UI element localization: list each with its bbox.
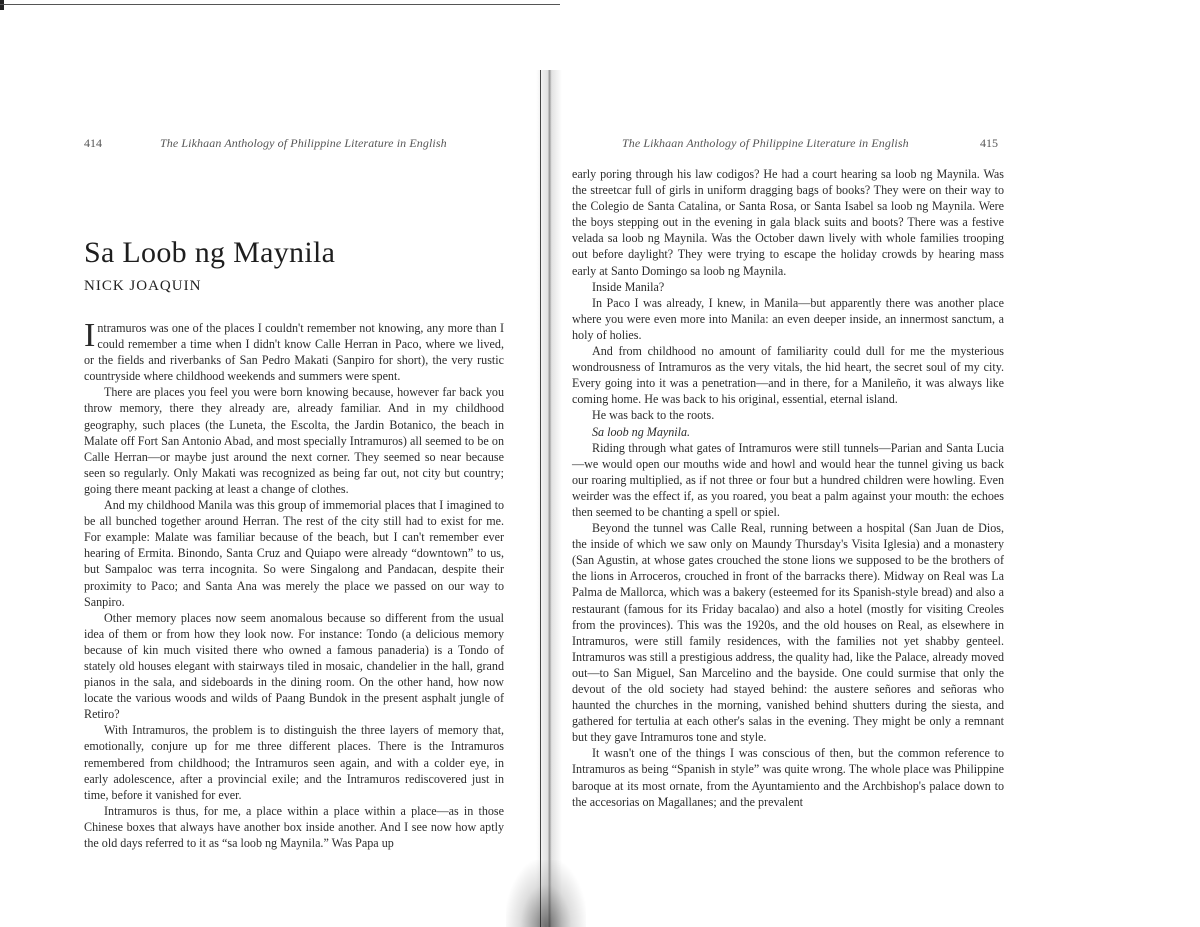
- paragraph: Intramuros is thus, for me, a place within a place within a place—as in those Chinese boxes that always have another box inside another. And I see now how aptly the old days referred to it as “sa loob ng Maynila.” Was Papa up: [84, 803, 504, 850]
- author-name: NICK JOAQUIN: [84, 278, 202, 294]
- left-page-number: 414: [84, 136, 102, 150]
- paragraph: [84, 317, 504, 384]
- scan-corner-mark: [0, 0, 4, 10]
- paragraph: In Paco I was already, I knew, in Manila—but apparently there was another place where you were even more into Manila: an even deeper inside, an innermost sanctum, a holy of holies.: [572, 295, 1004, 342]
- right-page: [572, 132, 1004, 810]
- paragraph: With Intramuros, the problem is to distinguish the three layers of memory that, emotionally, conjure up for me three different places. There is the Intramuros remembered from childhood; the Intramuros seen again, and with a colder eye, in early adolescence, after a provincial exile; and the Intramuros rediscovered just in time, before it vanished for ever.: [84, 723, 504, 802]
- right-body-text: [572, 166, 1004, 810]
- left-page: [84, 132, 504, 851]
- paragraph: He was back to the roots.: [592, 408, 715, 423]
- paragraph: Beyond the tunnel was Calle Real, running between a hospital (San Juan de Dios, the inside of which we saw only on Maundy Thursday's Visita Iglesia) and a monastery (San Agustin, at whose gates crouched the stone lions we supposed to be the brothers of the lions in Arroceros, crouched in front of the barracks there). Midway on Real was La Palma de Mallorca, which was a bakery (esteemed for its Spanish-style bread) and also a restaurant (famous for its Friday bacalao) and also a hotel (mostly for visiting Creoles from the provinces). This was the 1920s, and the old houses on Real, as elsewhere in Intramuros, were still family residences, with the families not yet shabby genteel. Intramuros was still a prestigious address, the quality had, like the Palace, already moved out—to San Miguel, San Marcelino and the bayside. One could surmise that only the devout of the old society had stayed behind: the austere señores and señoras who haunted the churches in the morning, vanished behind shutters during the siesta, and gathered for tertulia at each other's salas in the evening. They might be only a remnant but they gave Intramuros tone and style.: [572, 521, 1004, 745]
- paragraph-text: ntramuros was one of the places I couldn't remember not knowing, any more than I could remember a time when I didn't know Calle Herran in Paco, where we lived, or the fields and riverbanks of San Pedro Makati (Sanpiro for short), the very rustic countryside where childhood weekends and summers were spent.: [84, 321, 504, 384]
- left-body-text: [84, 317, 504, 851]
- paragraph: Other memory places now seem anomalous because so different from the usual idea of them or from how they look now. For instance: Tondo (a delicious memory because of kin much visited there who owned a famous panaderia) is a Tondo of stately old houses elegant with stairways tiled in mosaic, chandelier in the hall, grand pianos in the sala, and sideboards in the dining room. On the other hand, how now locate the various woods and wilds of Paang Bundok in the present asphalt jungle of Retiro?: [84, 610, 504, 722]
- paragraph: Sa loob ng Maynila.: [592, 424, 691, 439]
- paragraph: And my childhood Manila was this group of immemorial places that I imagined to be all bunched together around Herran. The rest of the city still had to exist for me. For example: Malate was familiar because of the beach, but I can't remember ever hearing of Ermita. Binondo, Santa Cruz and Quiapo were already “downtown” to us, but Sampaloc was terra incognita. So were Singalong and Pandacan, despite their proximity to Paco; and Santa Ana was merely the place we passed on our way to Sanpiro.: [84, 498, 504, 609]
- left-running-head: [84, 132, 504, 156]
- left-running-title: The Likhaan Anthology of Philippine Literature in English: [160, 136, 447, 150]
- right-running-head: [572, 132, 1004, 156]
- right-running-title: The Likhaan Anthology of Philippine Literature in English: [622, 136, 909, 150]
- paragraph: Riding through what gates of Intramuros were still tunnels—Parian and Santa Lucia—we would open our mouths wide and howl and would hear the tunnel giving us back our roaring multiplied, as if not three or four but a hundred children were howling. Even weirder was the effect if, as you roared, you beat a palm against your mouth: the echoes then seemed to be chanting a spell or spiel.: [572, 440, 1004, 519]
- paragraph: early poring through his law codigos? He had a court hearing sa loob ng Maynila. Was the streetcar full of girls in uniform dragging bags of books? They were on their way to the Colegio de Santa Catalina, or Santa Rosa, or Santa Isabel sa loob ng Maynila. Were the boys stepping out in the evening in gala black suits and boots? There was a festive velada sa loob ng Maynila. Was the October dawn lively with whole families trooping out before daylight? They were trying to escape the holiday crowds by hearing mass early at Santo Domingo sa loob ng Maynila.: [572, 167, 1004, 278]
- scan-edge-line: [0, 4, 560, 5]
- book-spine-line: [540, 70, 541, 927]
- gutter-bottom-shadow: [506, 860, 586, 927]
- story-title: Sa Loob ng Maynila: [84, 236, 336, 269]
- paragraph: And from childhood no amount of familiarity could dull for me the mysterious wondrousness of Intramuros as the very vitals, the hid heart, the secret soul of my city. Every going into it was a penetration—and in there, for a Manileño, it was always like coming home. He was back to his original, essential, eternal island.: [572, 344, 1004, 407]
- paragraph: It wasn't one of the things I was conscious of then, but the common reference to Intramuros as being “Spanish in style” was quite wrong. The whole place was Philippine baroque at its most ornate, from the Ayuntamiento and the Archbishop's palace down to the accesorias on Magallanes; and the prevalent: [572, 746, 1004, 809]
- right-page-number: 415: [980, 136, 998, 150]
- paragraph: Inside Manila?: [592, 279, 665, 294]
- drop-cap: I: [84, 317, 96, 354]
- paragraph: There are places you feel you were born knowing because, however far back you throw memory, there they already are, already familiar. And in my childhood geography, such places (the Luneta, the Escolta, the Jardin Botanico, the beach in Malate off Fort San Antonio Abad, and most specially Intramuros) all seemed to be on Calle Herran—or maybe just around the next corner. They seemed so near because seen so regularly. Only Makati was recognized as being far out, not city but country; going there meant packing at least a change of clothes.: [84, 385, 504, 496]
